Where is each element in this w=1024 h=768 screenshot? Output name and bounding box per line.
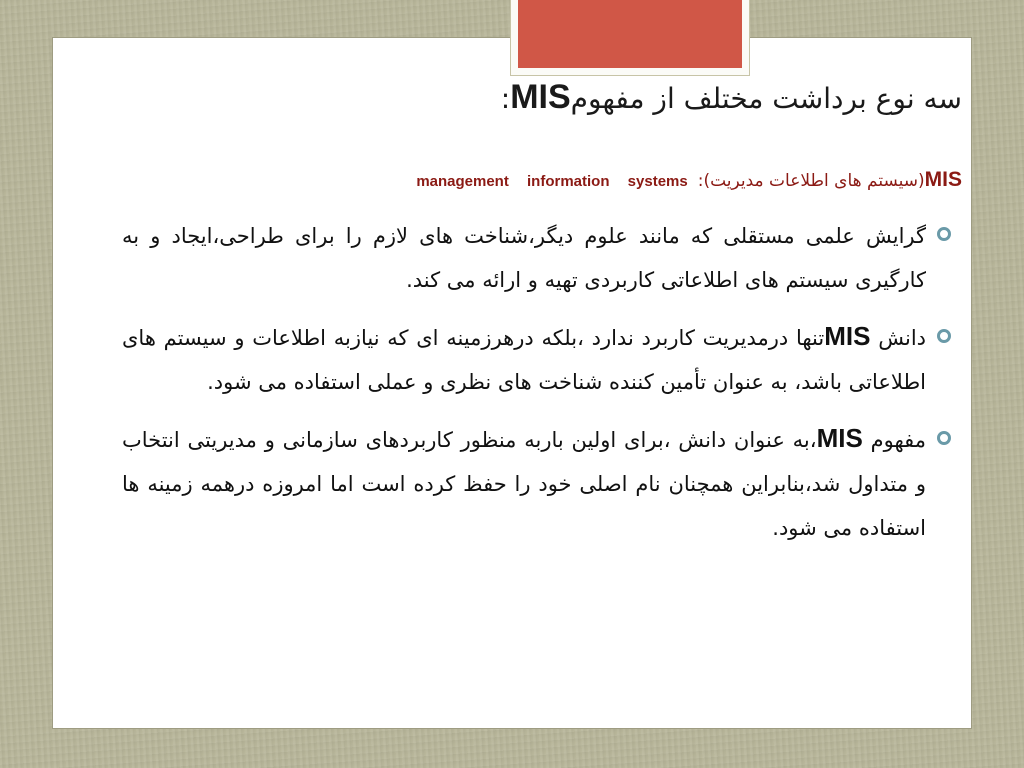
bullet-text-before: مفهوم [862,428,926,452]
subtitle-english: management information systems [416,173,688,190]
bullet-item [122,416,952,550]
ring-bullet-icon [936,226,952,242]
title-text: سه نوع برداشت مختلف از مفهوم [570,82,962,115]
bullet-text-after: تنها درمدیریت کاربرد ندارد ،بلکه درهرزمینه ای که نیازبه اطلاعات و سیستم های اطلاعاتی باشد، به عنوان تأمین کننده شناخت های نظری و عملی استفاده می شود. [122,326,926,394]
ring-bullet-icon [936,328,952,344]
accent-block [518,0,742,68]
bullet-item [122,212,952,302]
subtitle-persian: (سیستم های اطلاعات مدیریت): [697,171,925,191]
ring-bullet-icon [936,430,952,446]
slide-title [501,78,962,117]
bullet-acronym: MIS [824,321,871,351]
bullet-text-after: ،به عنوان دانش ،برای اولین باربه منظور کاربردهای سازمانی و مدیریتی انتخاب و متداول شد،بنابراین همچنان نام اصلی خود را حفظ کرده است اما امروزه درهمه زمینه ها استفاده می شود. [122,428,926,540]
bullet-text-before: دانش [870,326,926,350]
title-acronym: MIS [510,78,571,116]
title-colon: : [500,82,511,115]
bullet-item [122,314,952,404]
bullet-text-after: گرایش علمی مستقلی که مانند علوم دیگر،شناخت های لازم را برای طراحی،ایجاد و به کارگیری سیستم های اطلاعاتی کاربردی تهیه و ارائه می کند. [122,224,926,292]
bullet-acronym: MIS [816,423,863,453]
subtitle [416,168,962,192]
subtitle-acronym: MIS [924,168,962,191]
bullet-list [122,212,952,562]
